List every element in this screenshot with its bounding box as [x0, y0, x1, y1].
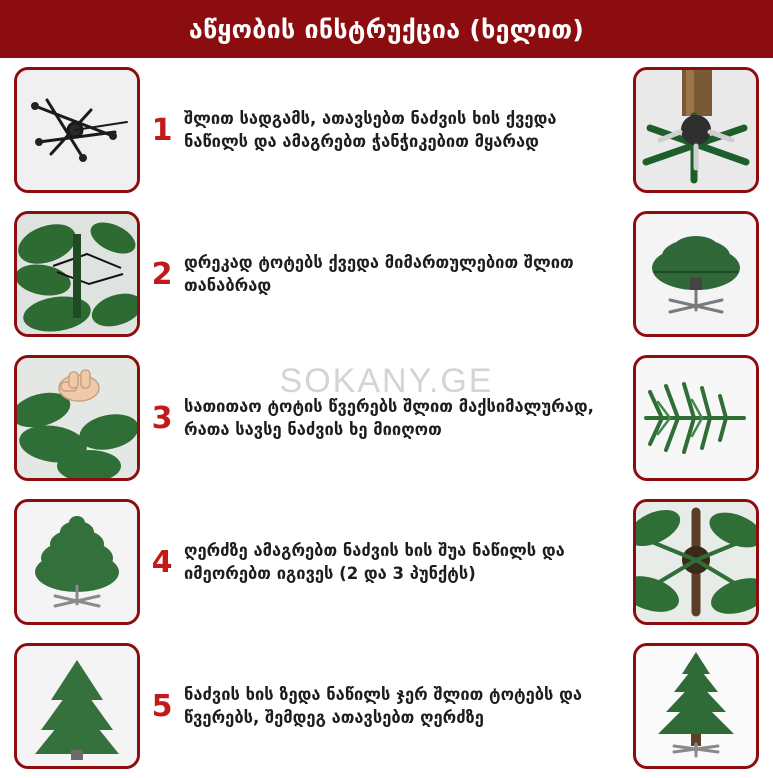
step-number: 2: [151, 256, 173, 292]
step-number: 1: [151, 112, 173, 148]
tree-stand-legs-icon: [14, 67, 140, 193]
step-text: შლით სადგამს, ათავსებთ ნაძვის ხის ქვედა ნაწილს და ამაგრებთ ჭანჭიკებით მყარად: [184, 108, 557, 151]
complete-tree-icon: [633, 643, 759, 769]
step-row: [0, 346, 773, 490]
trunk-joint-closeup-icon: [633, 499, 759, 625]
step-text: ნაძვის ხის ზედა ნაწილს ჯერ შლით ტოტებს და წვერებს, შემდეგ ათავსებთ ღერძზე: [184, 684, 583, 727]
step-row: [0, 202, 773, 346]
steps-list: [0, 58, 773, 778]
hand-spreading-tips-icon: [14, 355, 140, 481]
page-title: აწყობის ინსტრუქცია (ხელით): [188, 14, 585, 44]
step-number: 3: [151, 400, 173, 436]
single-branch-icon: [633, 355, 759, 481]
top-section-icon: [14, 643, 140, 769]
header-bar: [0, 0, 773, 58]
step-text: ღერძზე ამაგრებთ ნაძვის ხის შუა ნაწილს და იმეორებთ იგივეს (2 და 3 პუნქტს): [184, 540, 565, 583]
step-row: [0, 634, 773, 778]
step-text: სათითაო ტოტის წვერებს შლით მაქსიმალურად, რათა სავსე ნაძვის ხე მიიღოთ: [184, 396, 594, 439]
step-text: დრეკად ტოტებს ქვედა მიმართულებით შლით თანაბრად: [184, 252, 574, 295]
step-number: 4: [151, 544, 173, 580]
two-tier-tree-icon: [14, 499, 140, 625]
tree-stand-installed-icon: [633, 67, 759, 193]
step-row: [0, 490, 773, 634]
watermark: SOKANY.GE: [279, 362, 494, 400]
step-number: 5: [151, 688, 173, 724]
step-row: [0, 58, 773, 202]
branches-spreading-icon: [14, 211, 140, 337]
bottom-tier-on-stand-icon: [633, 211, 759, 337]
